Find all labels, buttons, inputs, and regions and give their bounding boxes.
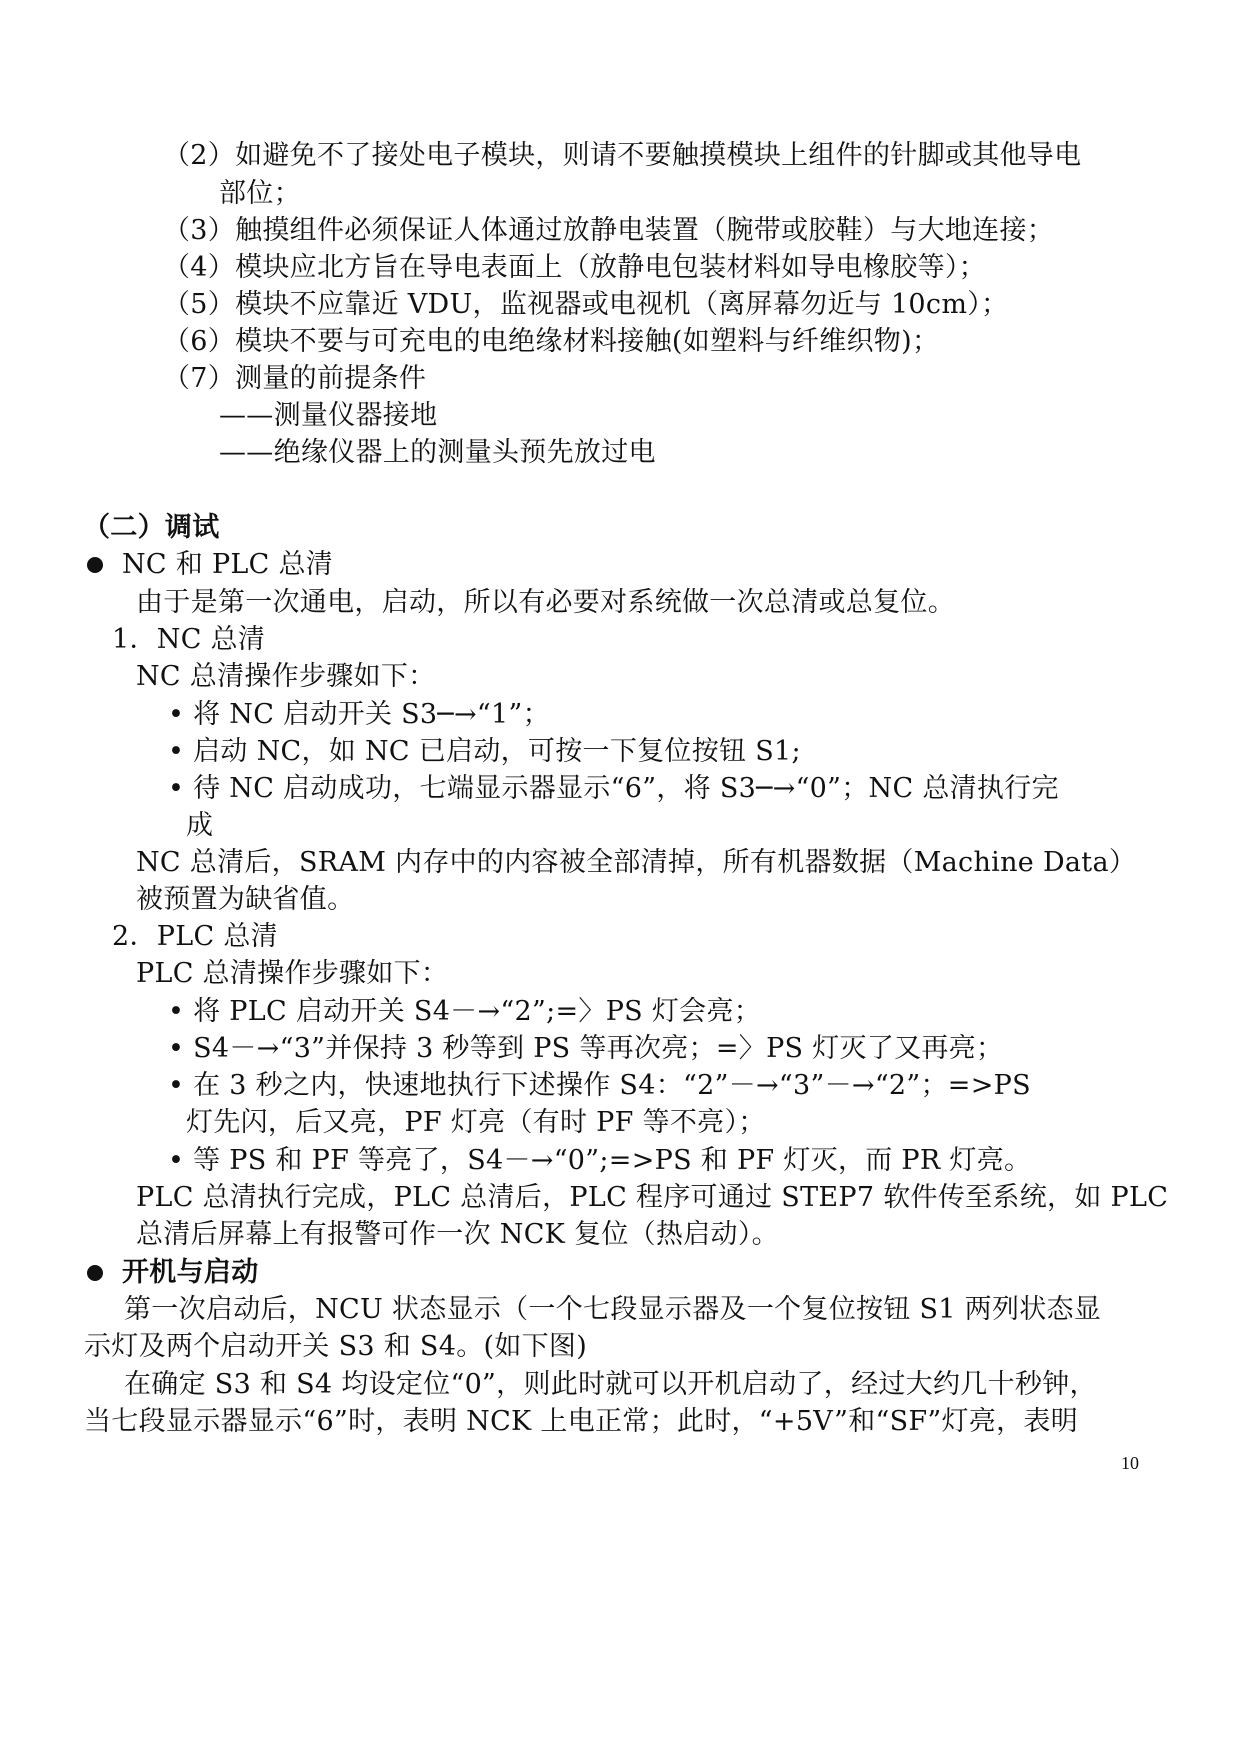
plc-step-2: • S4－→“3”并保持 3 秒等到 PS 等再次亮；=〉PS 灯灭了又再亮；: [168, 1033, 1004, 1064]
precaution-item-2-continued: 部位；: [219, 178, 301, 209]
nc-plc-intro: 由于是第一次通电，启动，所以有必要对系统做一次总清或总复位。: [136, 587, 955, 618]
nc-step-3: • 待 NC 启动成功，七端显示器显示“6”，将 S3─→“0”；NC 总清执行完: [168, 773, 1059, 804]
startup-p1-line-1: 第一次启动后，NCU 状态显示（一个七段显示器及一个复位按钮 S1 两列状态显: [124, 1294, 1102, 1325]
startup-p2-line-1: 在确定 S3 和 S4 均设定位“0”，则此时就可以开机启动了，经过大约几十秒钟，: [124, 1369, 1097, 1400]
bullet-title-startup: 开机与启动: [122, 1257, 259, 1288]
precaution-item-5: （5）模块不应靠近 VDU，监视器或电视机（离屏幕勿近与 10cm）；: [163, 289, 1009, 320]
nc-step-2: • 启动 NC，如 NC 已启动，可按一下复位按钮 S1;: [168, 736, 801, 767]
nc-steps-intro: NC 总清操作步骤如下：: [136, 661, 436, 692]
section-heading: （二）调试: [83, 512, 220, 543]
precaution-item-7: （7）测量的前提条件: [163, 363, 427, 394]
plc-step-3-continued: 灯先闪，后又亮，PF 灯亮（有时 PF 等不亮）；: [186, 1107, 766, 1138]
plc-steps-intro: PLC 总清操作步骤如下：: [136, 958, 449, 989]
startup-p2-line-2: 当七段显示器显示“6”时，表明 NCK 上电正常；此时，“+5V”和“SF”灯亮，表明: [84, 1406, 1079, 1437]
plc-step-1: • 将 PLC 启动开关 S4－→“2”;=〉PS 灯会亮；: [168, 996, 762, 1027]
plc-step-4: • 等 PS 和 PF 等亮了，S4－→“0”;=>PS 和 PF 灯灭，而 PR 灯亮。: [168, 1145, 1032, 1176]
bullet-dot-icon: [87, 557, 103, 573]
nc-after-line-2: 被预置为缺省值。: [136, 884, 355, 915]
plc-reset-title: 2．PLC 总清: [112, 921, 278, 952]
precaution-item-4: （4）模块应北方旨在导电表面上（放静电包装材料如导电橡胶等）；: [163, 252, 986, 283]
plc-after-line-2: 总清后屏幕上有报警可作一次 NCK 复位（热启动）。: [136, 1219, 779, 1250]
nc-reset-title: 1．NC 总清: [112, 624, 266, 655]
precaution-item-7-sub-1: ——测量仪器接地: [219, 400, 438, 431]
nc-step-3-continued: 成: [186, 810, 214, 841]
precaution-item-7-sub-2: ——绝缘仪器上的测量头预先放过电: [219, 437, 656, 468]
nc-step-1: • 将 NC 启动开关 S3─→“1”；: [168, 699, 550, 730]
precaution-item-6: （6）模块不要与可充电的电绝缘材料接触(如塑料与纤维织物)；: [163, 326, 940, 357]
bullet-title-nc-plc: NC 和 PLC 总清: [122, 549, 334, 580]
startup-p1-line-2: 示灯及两个启动开关 S3 和 S4。(如下图): [84, 1331, 588, 1362]
nc-after-line-1: NC 总清后，SRAM 内存中的内容被全部清掉，所有机器数据（Machine Data）: [136, 847, 1137, 878]
plc-step-3: • 在 3 秒之内，快速地执行下述操作 S4：“2”－→“3”－→“2”；=>PS: [168, 1070, 1031, 1101]
precaution-item-2: （2）如避免不了接处电子模块，则请不要触摸模块上组件的针脚或其他导电: [163, 140, 1082, 171]
plc-after-line-1: PLC 总清执行完成，PLC 总清后，PLC 程序可通过 STEP7 软件传至系统，如 PLC: [136, 1182, 1169, 1213]
page-number: 10: [1121, 1453, 1139, 1473]
precaution-item-3: （3）触摸组件必须保证人体通过放静电装置（腕带或胶鞋）与大地连接；: [163, 215, 1055, 246]
bullet-dot-icon: [87, 1265, 103, 1281]
